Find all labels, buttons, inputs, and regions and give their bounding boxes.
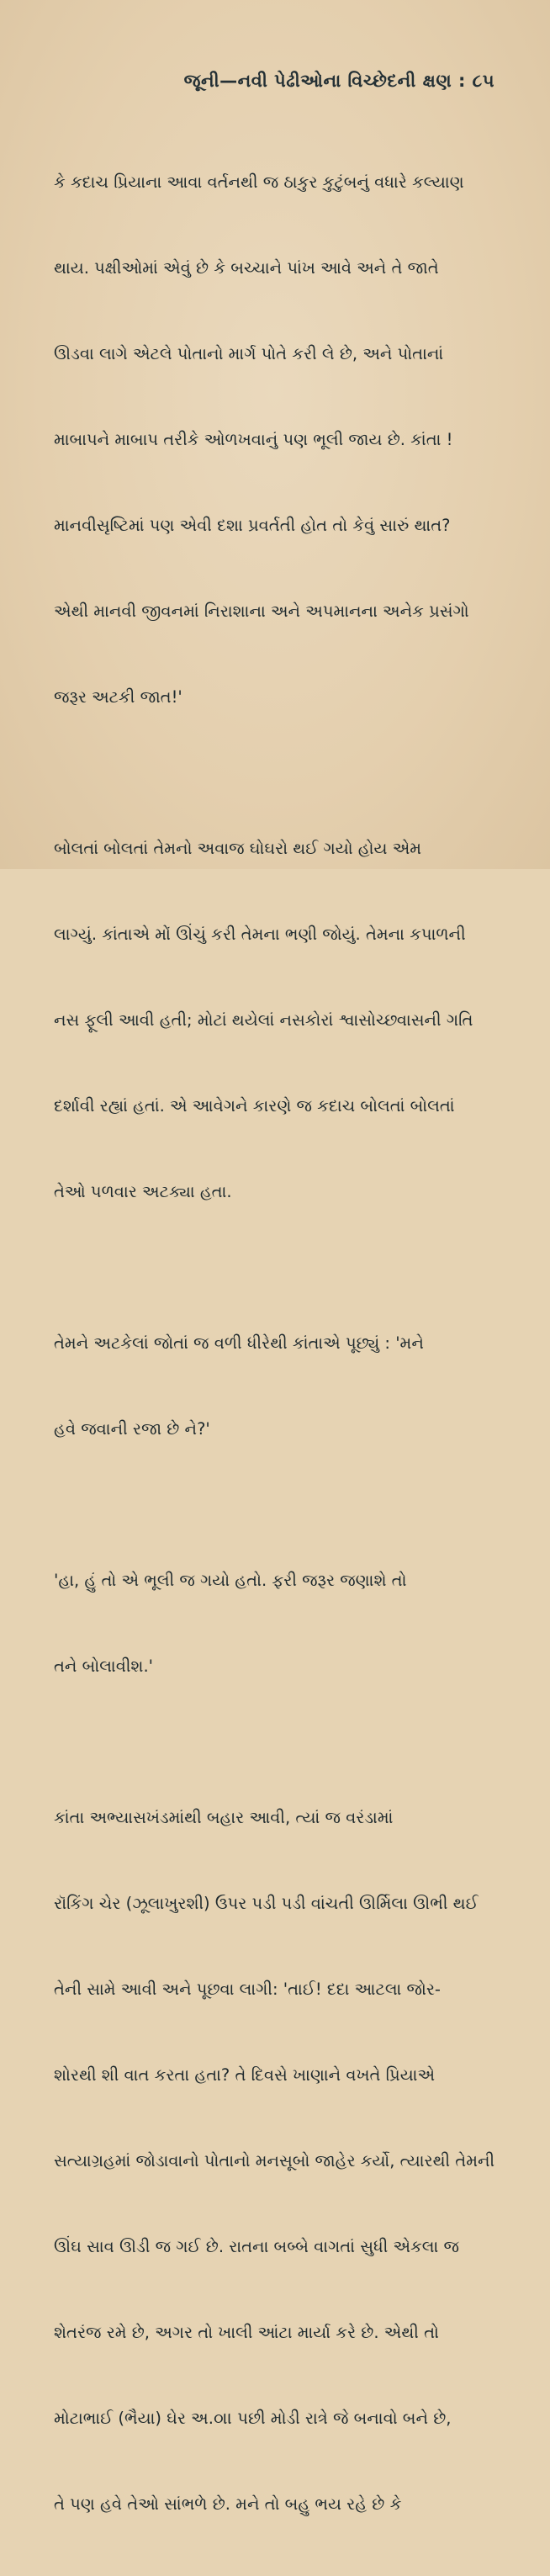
paragraph-gap	[54, 1501, 508, 1509]
text-line: કાંતા અભ્યાસખંડમાંથી બહાર આવી, ત્યાં જ વરંડામાં	[54, 1808, 394, 1827]
paragraph-3	[54, 1272, 508, 1501]
paragraph-2	[54, 777, 508, 1264]
text-line: તેની સામે આવી અને પૂછવા લાગી: 'તાઈ! દદા આટલા જોર-	[54, 1980, 441, 1999]
text-line: તેઓ પળવાર અટક્યા હતા.	[54, 1182, 232, 1201]
text-line: માનવીસૃષ્ટિમાં પણ એવી દશા પ્રવર્તતી હોત તો કેવું સારું થાત?	[54, 516, 451, 535]
body-text	[54, 111, 508, 2576]
paragraph-5	[54, 1746, 508, 2576]
text-line: એથી માનવી જીવનમાં નિરાશાના અને અપમાનના અનેક પ્રસંગો	[54, 602, 469, 621]
text-line: કે કદાચ પ્રિયાના આવા વર્તનથી જ ઠાકુર કુટુંબનું વધારે કલ્યાણ	[54, 172, 464, 192]
paragraph-4	[54, 1509, 508, 1738]
paragraph-gap	[54, 1738, 508, 1746]
text-line: તેમને અટકેલાં જોતાં જ વળી ધીરેથી કાંતાએ પૂછ્યું : 'મને	[54, 1333, 424, 1353]
paragraph-gap	[54, 1264, 508, 1272]
text-line: તે પણ હવે તેઓ સાંભળે છે. મને તો બહુ ભય રહે છે કે	[54, 2494, 402, 2514]
paragraph-1	[54, 111, 508, 769]
text-line: લાગ્યું. કાંતાએ મોં ઊંચું કરી તેમના ભણી જોયું. તેમના કપાળની	[54, 925, 466, 944]
text-line: હવે જવાની રજા છે ને?'	[54, 1419, 210, 1439]
text-line: મોટાભાઈ (ભૈયા) ઘેર અ.૦।। પછી મોડી રાત્રે જે બનાવો બને છે,	[54, 2409, 452, 2428]
text-line: જરૂર અટકી જાત!'	[54, 687, 182, 707]
text-line: 'હા, હું તો એ ભૂલી જ ગયો હતો. ફરી જરૂર જણાશે તો	[54, 1571, 407, 1590]
text-line: સત્યાગ્રહમાં જોડાવાનો પોતાનો મનસૂબો જાહેર કર્યો, ત્યારથી તેમની	[54, 2151, 495, 2171]
text-line: તને બોલાવીશ.'	[54, 1656, 154, 1676]
running-header: જૂની—નવી પેઢીઓના વિચ્છેદની ક્ષણ : ૮૫	[183, 71, 494, 91]
text-line: ઊંઘ સાવ ઊડી જ ગઈ છે. રાતના બબ્બે વાગતાં સુધી એકલા જ	[54, 2237, 459, 2256]
text-line: શોરથી શી વાત કરતા હતા? તે દિવસે ખાણાને વખતે પ્રિયાએ	[54, 2065, 436, 2085]
text-line: નસ ફૂલી આવી હતી; મોટાં થયેલાં નસકોરાં શ્વાસોચ્છ્વાસની ગતિ	[54, 1010, 473, 1030]
text-line: માબાપને માબાપ તરીકે ઓળખવાનું પણ ભૂલી જાય છે. કાંતા !	[54, 430, 453, 449]
text-line: શેતરંજ રમે છે, અગર તો ખાલી આંટા માર્યા કરે છે. એથી તો	[54, 2323, 439, 2342]
text-line: ઊડવા લાગે એટલે પોતાનો માર્ગ પોતે કરી લે છે, અને પોતાનાં	[54, 344, 444, 363]
paragraph-gap	[54, 769, 508, 777]
text-line: થાય. પક્ષીઓમાં એવું છે કે બચ્ચાને પાંખ આવે અને તે જાતે	[54, 258, 439, 278]
text-line: રૉકિંગ ચેર (ઝૂલાખુરશી) ઉપર પડી પડી વાંચતી ઊર્મિલા ઊભી થઈ	[54, 1894, 479, 1913]
text-line: બોલતાં બોલતાં તેમનો અવાજ ઘોઘરો થઈ ગયો હોય એમ	[54, 839, 422, 858]
text-line: દર્શાવી રહ્યાં હતાં. એ આવેગને કારણે જ કદાચ બોલતાં બોલતાં	[54, 1096, 455, 1116]
